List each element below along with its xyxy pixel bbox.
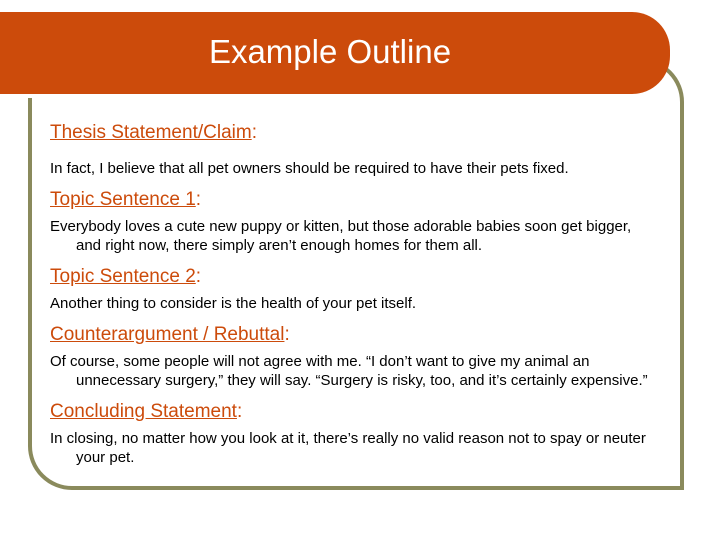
title-bar <box>0 12 670 94</box>
section-heading-topic-2 <box>50 266 660 288</box>
slide-title: Example Outline <box>208 33 452 70</box>
section-heading-counterargument <box>50 324 660 346</box>
heading-colon: : <box>236 401 243 422</box>
section-text-thesis: In fact, I believe that all pet owners should be required to have their pets fixed. <box>50 160 569 177</box>
section-heading-thesis <box>50 122 660 144</box>
heading-colon: : <box>251 122 257 143</box>
section-heading-label: Thesis Statement/Claim <box>50 122 252 143</box>
heading-colon: : <box>195 266 202 287</box>
section-heading-conclusion <box>50 401 660 423</box>
heading-colon: : <box>284 324 290 345</box>
outline-content <box>50 122 660 467</box>
section-text-topic-2: Another thing to consider is the health of your pet itself. <box>50 295 417 312</box>
section-text-counterargument: Of course, some people will not agree with me. “I don’t want to give my animal an unnecessary surgery,” they will say. “Surgery is risky, too, and it’s certainly expensive.” <box>50 353 648 389</box>
section-text-topic-1: Everybody loves a cute new puppy or kitten, but those adorable babies soon get bigger, and right now, there simply aren’t enough homes for them all. <box>50 218 632 254</box>
section-text-conclusion: In closing, no matter how you look at it, there’s really no valid reason not to spay or neuter your pet. <box>50 430 646 466</box>
title-divider <box>0 94 638 98</box>
section-heading-label: Topic Sentence 2 <box>50 266 196 287</box>
section-heading-label: Concluding Statement <box>50 401 237 422</box>
section-heading-label: Counterargument / Rebuttal <box>50 324 285 345</box>
section-heading-topic-1 <box>50 189 660 211</box>
section-heading-label: Topic Sentence 1 <box>50 189 196 210</box>
heading-colon: : <box>195 189 202 210</box>
